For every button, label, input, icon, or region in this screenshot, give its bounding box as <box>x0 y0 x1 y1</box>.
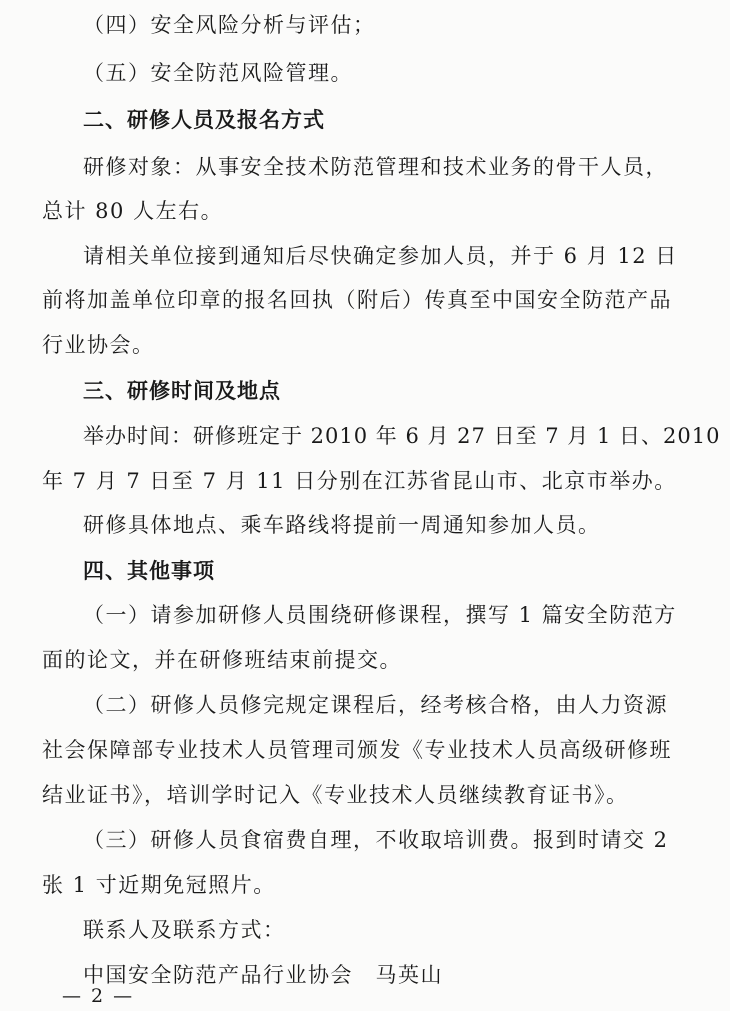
paragraph-line: 前将加盖单位印章的报名回执（附后）传真至中国安全防范产品 <box>42 288 672 312</box>
paragraph-line: 研修对象：从事安全技术防范管理和技术业务的骨干人员， <box>83 155 668 179</box>
paragraph-line: 年 7 月 7 日至 7 月 11 日分别在江苏省昆山市、北京市举办。 <box>42 469 677 493</box>
paragraph-line: 行业协会。 <box>42 333 155 357</box>
paragraph-line: 面的论文，并在研修班结束前提交。 <box>42 648 402 672</box>
item-5-risk-management: （五）安全防范风险管理。 <box>83 61 353 85</box>
paragraph-line: 研修具体地点、乘车路线将提前一周通知参加人员。 <box>83 513 601 537</box>
paragraph-line: 结业证书》，培训学时记入《专业技术人员继续教育证书》。 <box>42 783 629 807</box>
section-2-heading: 二、研修人员及报名方式 <box>83 108 325 132</box>
paragraph-line: 请相关单位接到通知后尽快确定参加人员，并于 6 月 12 日 <box>83 244 678 268</box>
item-4-risk-analysis: （四）安全风险分析与评估； <box>83 13 376 37</box>
paragraph-line: （三）研修人员食宿费自理，不收取培训费。报到时请交 2 <box>83 828 669 852</box>
paragraph-line: 总计 80 人左右。 <box>42 199 224 223</box>
paragraph-line: （二）研修人员修完规定课程后，经考核合格，由人力资源 <box>83 693 668 717</box>
contact-heading: 联系人及联系方式： <box>83 918 286 942</box>
paragraph-line: 张 1 寸近期免冠照片。 <box>42 873 276 897</box>
paragraph-line: 举办时间：研修班定于 2010 年 6 月 27 日至 7 月 1 日、2010 <box>83 424 721 448</box>
paragraph-line: 社会保障部专业技术人员管理司颁发《专业技术人员高级研修班 <box>42 738 672 762</box>
section-3-heading: 三、研修时间及地点 <box>83 379 281 403</box>
contact-line: 中国安全防范产品行业协会 马英山 <box>83 963 443 987</box>
section-4-heading: 四、其他事项 <box>83 559 215 583</box>
paragraph-line: （一）请参加研修人员围绕研修课程，撰写 1 篇安全防范方 <box>83 603 677 627</box>
page-number: — 2 — <box>62 985 135 1007</box>
